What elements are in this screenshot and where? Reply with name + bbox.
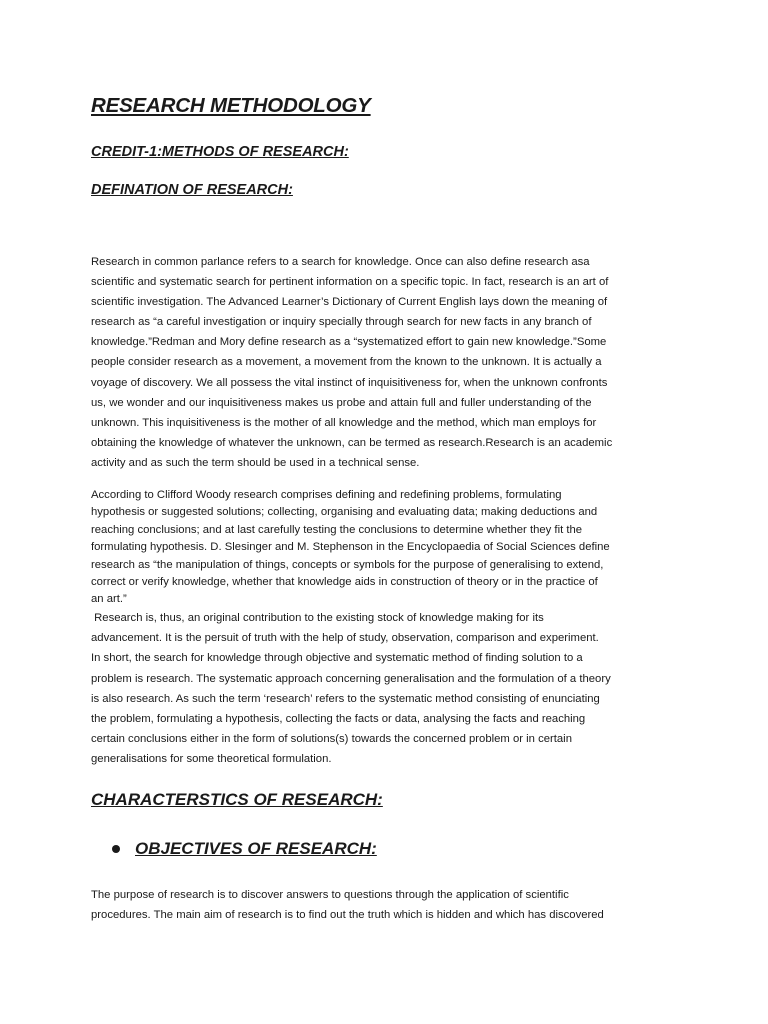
woody-definition-paragraph (91, 487, 683, 609)
text-line: activity and as such the term should be used in a technical sense. (91, 456, 420, 469)
text-line: certain conclusions either in the form of solutions(s) towards the concerned problem or in certain (91, 733, 572, 746)
text-line: unknown. This inquisitiveness is the mother of all knowledge and the method, which man employs for (91, 416, 597, 429)
bullet-dot-icon (112, 845, 120, 853)
text-line: us, we wonder and our inquisitiveness makes us probe and attain full and fuller understanding of the (91, 396, 592, 409)
text-line: correct or verify knowledge, whether that knowledge aids in construction of theory or in the practice of (91, 576, 598, 589)
document-title: RESEARCH METHODOLOGY (91, 94, 371, 117)
text-line: problem is research. The systematic approach concerning generalisation and the formulation of a theory (91, 672, 611, 685)
summary-paragraph (91, 608, 683, 770)
credit-heading: CREDIT-1:METHODS OF RESEARCH: (91, 144, 349, 160)
text-line: In short, the search for knowledge through objective and systematic method of finding solution to a (91, 652, 583, 665)
text-line: the problem, formulating a hypothesis, collecting the facts or data, analysing the facts and reaching (91, 713, 586, 726)
text-line: knowledge.”Redman and Mory define research as a “systematized effort to gain new knowledge.”Some (91, 336, 607, 349)
text-line: voyage of discovery. We all possess the vital instinct of inquisitiveness for, when the unknown confronts (91, 376, 608, 389)
objectives-paragraph (91, 885, 683, 926)
text-line: Research in common parlance refers to a search for knowledge. Once can also define research asa (91, 256, 590, 268)
objectives-heading: OBJECTIVES OF RESEARCH: (135, 839, 377, 858)
definition-heading: DEFINATION OF RESEARCH: (91, 182, 293, 198)
text-line: is also research. As such the term ‘research’ refers to the systematic method consisting of enunciating (91, 692, 600, 705)
text-line: formulating hypothesis. D. Slesinger and M. Stephenson in the Encyclopaedia of Social Sciences define (91, 541, 610, 554)
text-line: research as “the manipulation of things, concepts or symbols for the purpose of generalising to extend, (91, 558, 604, 571)
text-line: generalisations for some theoretical formulation. (91, 753, 332, 766)
text-line: reaching conclusions; and at last carefully testing the conclusions to determine whether they fit the (91, 523, 583, 536)
text-line: scientific and systematic search for pertinent information on a specific topic. In fact, research is an art of (91, 276, 609, 289)
text-line: Research is, thus, an original contribution to the existing stock of knowledge making for its (91, 612, 544, 624)
objectives-bullet (112, 839, 377, 859)
text-line: an art.” (91, 593, 127, 606)
text-line: The purpose of research is to discover answers to questions through the application of scientific (91, 889, 569, 901)
text-line: hypothesis or suggested solutions; collecting, organising and evaluating data; making deductions and (91, 506, 598, 519)
text-line: scientific investigation. The Advanced Learner’s Dictionary of Current English lays down the meaning of (91, 296, 608, 309)
text-line: According to Clifford Woody research comprises defining and redefining problems, formulating (91, 489, 562, 501)
text-line: research as “a careful investigation or inquiry specially through search for new facts in any branch of (91, 316, 592, 329)
text-line: advancement. It is the persuit of truth with the help of study, observation, comparison and experiment. (91, 632, 599, 645)
definition-paragraph (91, 252, 683, 473)
characteristics-heading: CHARACTERSTICS OF RESEARCH: (91, 790, 383, 809)
text-line: obtaining the knowledge of whatever the unknown, can be termed as research.Research is an academic (91, 436, 613, 449)
text-line: people consider research as a movement, a movement from the known to the unknown. It is actually a (91, 356, 602, 369)
text-line: procedures. The main aim of research is to find out the truth which is hidden and which has discovered (91, 909, 604, 922)
